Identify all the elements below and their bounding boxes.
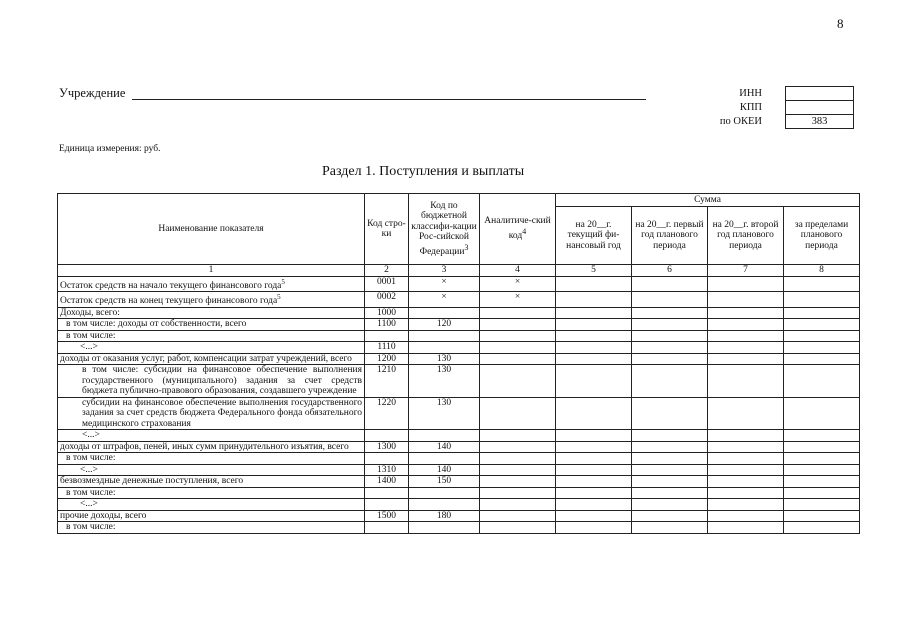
- sum-cell[interactable]: [632, 397, 708, 430]
- sum-cell[interactable]: [632, 522, 708, 534]
- row-code: [365, 453, 409, 465]
- row-name: прочие доходы, всего: [58, 510, 365, 522]
- sum-cell[interactable]: [708, 441, 784, 453]
- row-code: [365, 330, 409, 342]
- sum-cell[interactable]: [708, 453, 784, 465]
- sum-cell[interactable]: [708, 319, 784, 331]
- table-row: [58, 464, 860, 476]
- header-sum: Сумма: [556, 194, 860, 207]
- header-year-current: на 20__г. текущий фи-нансовый год: [556, 207, 632, 265]
- analytic-code: [480, 397, 556, 430]
- budget-code: 130: [409, 353, 480, 365]
- sum-cell[interactable]: [708, 397, 784, 430]
- row-code: [365, 499, 409, 511]
- analytic-code: [480, 487, 556, 499]
- row-name: Остаток средств на начало текущего финансового года$^5$: [58, 276, 365, 292]
- budget-code: 180: [409, 510, 480, 522]
- budget-code: [409, 430, 480, 442]
- sum-cell[interactable]: [556, 522, 632, 534]
- analytic-code: [480, 464, 556, 476]
- analytic-code: [480, 453, 556, 465]
- analytic-code: [480, 476, 556, 488]
- budget-code: ×: [409, 292, 480, 308]
- header-budget-code: Код по бюджетной классифи-кации Рос-сийской Федерации$^3$: [409, 194, 480, 265]
- row-name: в том числе:: [58, 453, 365, 465]
- sum-cell[interactable]: [632, 276, 708, 292]
- okei-value[interactable]: 383: [786, 115, 854, 129]
- sum-cell[interactable]: [556, 441, 632, 453]
- budget-code: 130: [409, 365, 480, 398]
- sum-cell[interactable]: [784, 397, 860, 430]
- column-number: 2: [365, 265, 409, 277]
- sum-cell[interactable]: [556, 307, 632, 319]
- table-row: [58, 476, 860, 488]
- sum-cell[interactable]: [556, 464, 632, 476]
- table-row: [58, 353, 860, 365]
- sum-cell[interactable]: [556, 292, 632, 308]
- sum-cell[interactable]: [784, 307, 860, 319]
- row-name: в том числе:: [58, 522, 365, 534]
- sum-cell[interactable]: [556, 330, 632, 342]
- column-number: 3: [409, 265, 480, 277]
- row-code: 0002: [365, 292, 409, 308]
- row-code: 1200: [365, 353, 409, 365]
- sum-cell[interactable]: [784, 319, 860, 331]
- table-row: [58, 397, 860, 430]
- row-code: 1210: [365, 365, 409, 398]
- sum-cell[interactable]: [632, 319, 708, 331]
- header-beyond: за пределами планового периода: [784, 207, 860, 265]
- budget-code: [409, 342, 480, 354]
- budget-code: [409, 522, 480, 534]
- analytic-code: [480, 365, 556, 398]
- row-code: 1310: [365, 464, 409, 476]
- sum-cell[interactable]: [556, 487, 632, 499]
- analytic-code: [480, 307, 556, 319]
- row-code: 0001: [365, 276, 409, 292]
- column-numbers-row: [58, 265, 860, 277]
- table-row: [58, 453, 860, 465]
- sum-cell[interactable]: [556, 510, 632, 522]
- table-row: [58, 292, 860, 308]
- sum-cell[interactable]: [784, 430, 860, 442]
- row-name: доходы от оказания услуг, работ, компенсации затрат учреждений, всего: [58, 353, 365, 365]
- row-name: доходы от штрафов, пеней, иных сумм принудительного изъятия, всего: [58, 441, 365, 453]
- sum-cell[interactable]: [556, 319, 632, 331]
- sum-cell[interactable]: [708, 365, 784, 398]
- inn-value[interactable]: [786, 87, 854, 101]
- sum-cell[interactable]: [632, 292, 708, 308]
- sum-cell[interactable]: [556, 353, 632, 365]
- row-code: 1000: [365, 307, 409, 319]
- sum-cell[interactable]: [632, 476, 708, 488]
- header-year-first: на 20__г. первый год планового периода: [632, 207, 708, 265]
- column-number: 7: [708, 265, 784, 277]
- sum-cell[interactable]: [708, 487, 784, 499]
- row-code: 1220: [365, 397, 409, 430]
- table-row: [58, 307, 860, 319]
- budget-code: 140: [409, 464, 480, 476]
- budget-code: 130: [409, 397, 480, 430]
- sum-cell[interactable]: [784, 342, 860, 354]
- sum-cell[interactable]: [784, 276, 860, 292]
- budget-code: [409, 453, 480, 465]
- row-code: 1100: [365, 319, 409, 331]
- sum-cell[interactable]: [556, 499, 632, 511]
- section-title: Раздел 1. Поступления и выплаты: [322, 164, 525, 179]
- row-code: 1300: [365, 441, 409, 453]
- sum-cell[interactable]: [632, 499, 708, 511]
- page-number: 8: [837, 16, 844, 31]
- row-code: 1110: [365, 342, 409, 354]
- header-name: Наименование показателя: [58, 194, 365, 265]
- units-text: Единица измерения: руб.: [59, 144, 161, 154]
- inn-label: ИНН: [739, 88, 762, 99]
- table-row: [58, 522, 860, 534]
- analytic-code: [480, 430, 556, 442]
- codes-labels: [700, 87, 762, 129]
- row-name: в том числе:: [58, 330, 365, 342]
- sum-cell[interactable]: [708, 430, 784, 442]
- sum-cell[interactable]: [708, 499, 784, 511]
- sum-cell[interactable]: [784, 330, 860, 342]
- sum-cell[interactable]: [784, 365, 860, 398]
- sum-cell[interactable]: [708, 510, 784, 522]
- sum-cell[interactable]: [556, 453, 632, 465]
- sum-cell[interactable]: [784, 522, 860, 534]
- row-name: <...>: [58, 430, 365, 442]
- row-name: <...>: [58, 464, 365, 476]
- sum-cell[interactable]: [632, 441, 708, 453]
- table-row: [58, 365, 860, 398]
- row-code: [365, 487, 409, 499]
- sum-cell[interactable]: [708, 292, 784, 308]
- row-code: 1400: [365, 476, 409, 488]
- column-number: 4: [480, 265, 556, 277]
- codes-box: [785, 86, 854, 129]
- table-row: [58, 330, 860, 342]
- sum-cell[interactable]: [556, 365, 632, 398]
- sum-cell[interactable]: [632, 330, 708, 342]
- analytic-code: [480, 510, 556, 522]
- analytic-code: [480, 441, 556, 453]
- sum-cell[interactable]: [708, 330, 784, 342]
- table-row: [58, 342, 860, 354]
- budget-code: 120: [409, 319, 480, 331]
- sum-cell[interactable]: [632, 342, 708, 354]
- sum-cell[interactable]: [784, 464, 860, 476]
- budget-code: ×: [409, 276, 480, 292]
- analytic-code: [480, 499, 556, 511]
- analytic-code: [480, 319, 556, 331]
- sum-cell[interactable]: [632, 487, 708, 499]
- table-row: [58, 430, 860, 442]
- budget-code: [409, 499, 480, 511]
- analytic-code: [480, 342, 556, 354]
- sum-cell[interactable]: [556, 476, 632, 488]
- sum-cell[interactable]: [708, 276, 784, 292]
- institution-field-line[interactable]: [132, 99, 646, 100]
- institution-label: Учреждение: [59, 86, 126, 100]
- sum-cell[interactable]: [556, 342, 632, 354]
- sum-cell[interactable]: [632, 353, 708, 365]
- sum-cell[interactable]: [632, 430, 708, 442]
- row-name: <...>: [58, 342, 365, 354]
- sum-cell[interactable]: [556, 276, 632, 292]
- header-analytic-code: Аналитиче-ский код$^4$: [480, 194, 556, 265]
- row-name: в том числе:: [58, 487, 365, 499]
- row-name: <...>: [58, 499, 365, 511]
- sum-cell[interactable]: [632, 510, 708, 522]
- table-row: [58, 510, 860, 522]
- column-number: 1: [58, 265, 365, 277]
- header-year-second: на 20__г. второй год планового периода: [708, 207, 784, 265]
- sum-cell[interactable]: [556, 397, 632, 430]
- row-name: субсидии на финансовое обеспечение выполнения государственного задания за счет средств бюджета Федерального фонда обязательного медицинского страхования: [58, 397, 365, 430]
- column-number: 6: [632, 265, 708, 277]
- sum-cell[interactable]: [784, 453, 860, 465]
- sum-cell[interactable]: [708, 522, 784, 534]
- kpp-value[interactable]: [786, 101, 854, 115]
- budget-code: [409, 330, 480, 342]
- sum-cell[interactable]: [632, 307, 708, 319]
- row-code: [365, 522, 409, 534]
- kpp-label: КПП: [739, 102, 762, 113]
- sum-cell[interactable]: [632, 365, 708, 398]
- analytic-code: [480, 353, 556, 365]
- header-row-code: Код стро-ки: [365, 194, 409, 265]
- budget-code: [409, 487, 480, 499]
- sum-cell[interactable]: [784, 441, 860, 453]
- table-row: [58, 319, 860, 331]
- budget-code: 140: [409, 441, 480, 453]
- row-name: Доходы, всего:: [58, 307, 365, 319]
- budget-code: [409, 307, 480, 319]
- analytic-code: [480, 522, 556, 534]
- sum-cell[interactable]: [556, 430, 632, 442]
- table-row: [58, 276, 860, 292]
- budget-code: 150: [409, 476, 480, 488]
- sum-cell[interactable]: [784, 353, 860, 365]
- sum-cell[interactable]: [784, 476, 860, 488]
- row-name: безвозмездные денежные поступления, всего: [58, 476, 365, 488]
- receipts-payments-table: [57, 193, 860, 534]
- table-row: [58, 499, 860, 511]
- okei-label: по ОКЕИ: [719, 116, 762, 127]
- sum-cell[interactable]: [708, 476, 784, 488]
- sum-cell[interactable]: [632, 453, 708, 465]
- analytic-code: [480, 330, 556, 342]
- sum-cell[interactable]: [708, 353, 784, 365]
- analytic-code: ×: [480, 292, 556, 308]
- analytic-code: ×: [480, 276, 556, 292]
- table-row: [58, 441, 860, 453]
- table-row: [58, 487, 860, 499]
- sum-cell[interactable]: [632, 464, 708, 476]
- row-name: в том числе: субсидии на финансовое обеспечение выполнения государственного (муниципального) задания за счет средств бюджета публично-правового образования, создавшего учреждение: [58, 365, 365, 398]
- sum-cell[interactable]: [784, 292, 860, 308]
- sum-cell[interactable]: [784, 487, 860, 499]
- row-code: [365, 430, 409, 442]
- sum-cell[interactable]: [784, 510, 860, 522]
- row-name: Остаток средств на конец текущего финансового года$^5$: [58, 292, 365, 308]
- column-number: 8: [784, 265, 860, 277]
- sum-cell[interactable]: [708, 307, 784, 319]
- sum-cell[interactable]: [708, 342, 784, 354]
- row-code: 1500: [365, 510, 409, 522]
- sum-cell[interactable]: [708, 464, 784, 476]
- column-number: 5: [556, 265, 632, 277]
- sum-cell[interactable]: [784, 499, 860, 511]
- row-name: в том числе: доходы от собственности, всего: [58, 319, 365, 331]
